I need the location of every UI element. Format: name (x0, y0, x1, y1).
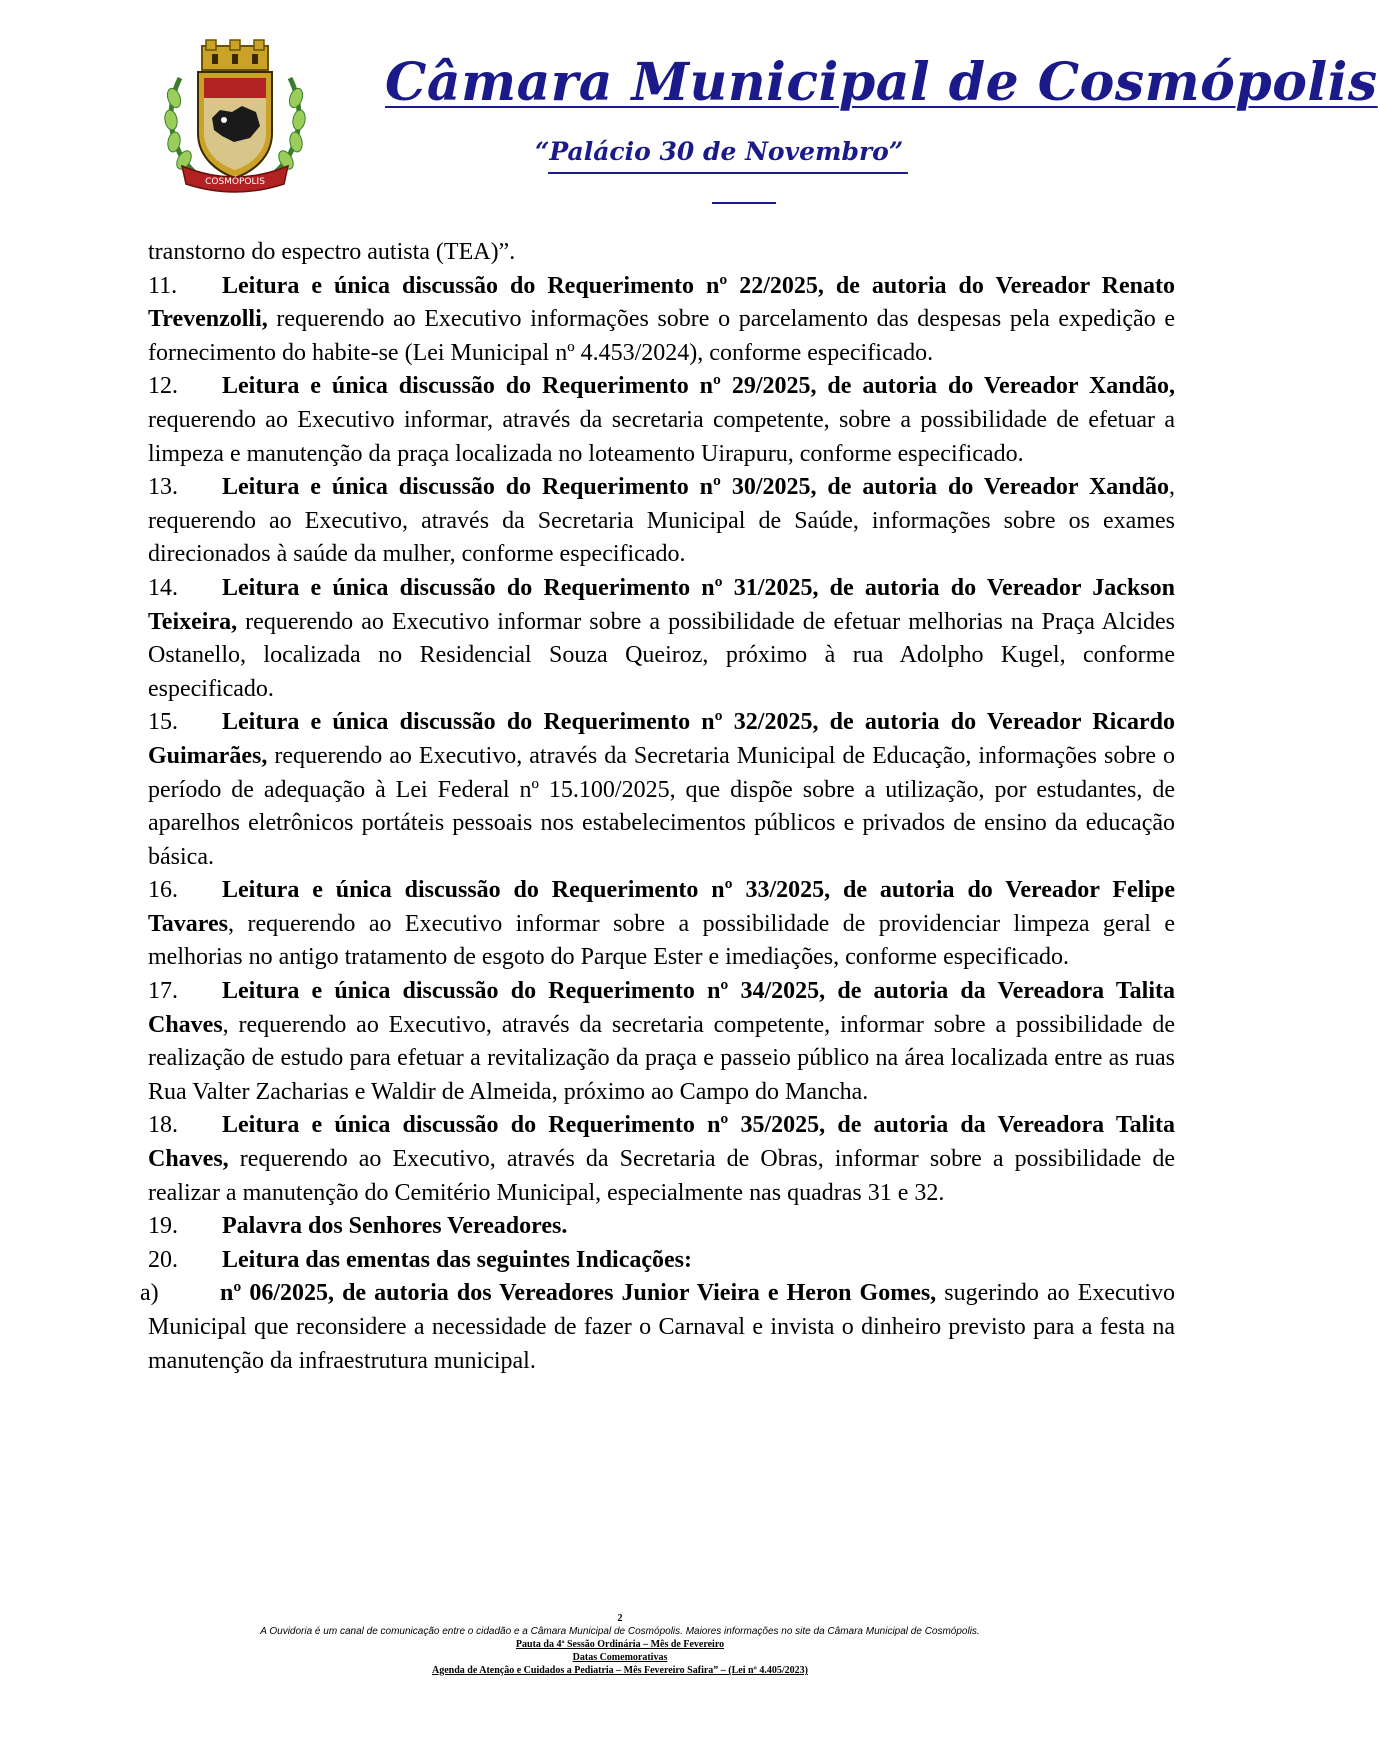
footer-dates-line: Datas Comemorativas (572, 1652, 668, 1663)
item-number: 20. (148, 1246, 178, 1273)
crest-ribbon-text: COSMÓPOLIS (205, 177, 265, 187)
item-text: requerendo ao Executivo, através da Secretaria Municipal de Educação, informações sobre o período de adequação à Lei Federal nº 15.100/2025, que dispõe sobre a utilização, por estudantes, de aparelhos eletrônicos portáteis pessoais nos estabelecimentos públicos e privados de ensino da educação básica. (148, 742, 1175, 870)
subtitle-underline (548, 172, 908, 174)
indication-item-a (140, 1277, 1176, 1378)
page-footer (0, 1612, 1240, 1677)
agenda-item-12 (148, 370, 1175, 471)
crest-emblem-icon (160, 38, 310, 198)
item-number: 15. (148, 709, 178, 736)
item-heading: Leitura e única discussão do Requerimento nº 32/2025, de autoria do Vereador Ricardo Guimarães, (148, 709, 1175, 769)
item-text: requerendo ao Executivo informar, através da secretaria competente, sobre a possibilidade de efetuar a limpeza e manutenção da praça localizada no loteamento Uirapuru, conforme especificado. (148, 406, 1175, 467)
agenda-item-15 (148, 706, 1175, 874)
item-number: 14. (148, 574, 178, 601)
agenda-item-17 (148, 975, 1175, 1109)
sub-item-heading: nº 06/2025, de autoria dos Vereadores Junior Vieira e Heron Gomes, (220, 1280, 937, 1307)
item-heading: Leitura e única discussão do Requerimento nº 29/2025, de autoria do Vereador Xandão, (222, 373, 1175, 400)
page-subtitle: “Palácio 30 de Novembro” (535, 137, 904, 166)
item-number: 17. (148, 978, 178, 1005)
item-number: 16. (148, 877, 178, 904)
sub-item-letter: a) (140, 1280, 159, 1307)
item-number: 19. (148, 1213, 178, 1240)
continuation-text: transtorno do espectro autista (TEA)”. (148, 239, 516, 265)
item-heading: Leitura e única discussão do Requerimento nº 22/2025, de autoria do Vereador Renato Trevenzolli, (148, 272, 1175, 333)
ouvidoria-note: A Ouvidoria é um canal de comunicação entre o cidadão e a Câmara Municipal de Cosmópolis. Maiores informações no site da Câmara Municipal de Cosmópolis. (260, 1626, 980, 1637)
footer-session-line: Pauta da 4ª Sessão Ordinária – Mês de Fevereiro (515, 1639, 725, 1650)
page-title: Câmara Municipal de Cosmópolis (385, 52, 1378, 113)
footer-agenda-line: Agenda de Atenção e Cuidados a Pediatria – Mês Fevereiro Safira” – (Lei nº 4.405/2023) (432, 1665, 808, 1676)
page-number: 2 (617, 1613, 623, 1624)
item-heading: Leitura e única discussão do Requerimento nº 31/2025, de autoria do Vereador Jackson Teixeira, (148, 574, 1175, 635)
sub-item-text: sugerindo ao Executivo Municipal que reconsidere a necessidade de fazer o Carnaval e invista o dinheiro previsto para a festa na manutenção da infraestrutura municipal. (148, 1280, 1176, 1374)
agenda-item-13 (148, 471, 1175, 572)
item-heading: Leitura e única discussão do Requerimento nº 33/2025, de autoria do Vereador Felipe Tavares (148, 877, 1175, 937)
agenda-item-14 (148, 572, 1175, 706)
item-number: 11. (148, 272, 178, 299)
subtitle-short-rule (712, 202, 776, 204)
item-heading: Palavra dos Senhores Vereadores. (222, 1213, 568, 1240)
item-text: , requerendo ao Executivo, através da Secretaria Municipal de Saúde, informações sobre os exames direcionados à saúde da mulher, conforme especificado. (148, 474, 1175, 568)
item-text: requerendo ao Executivo informar sobre a possibilidade de efetuar melhorias na Praça Alcides Ostanello, localizada no Residencial Souza Queiroz, próximo à rua Adolpho Kugel, conforme especificado. (148, 608, 1175, 702)
item-text: requerendo ao Executivo informações sobre o parcelamento das despesas pela expedição e fornecimento do habite-se (Lei Municipal nº 4.453/2024), conforme especificado. (148, 306, 1175, 366)
item-heading: Leitura e única discussão do Requerimento nº 35/2025, de autoria da Vereadora Talita Chaves, (148, 1112, 1175, 1173)
item-number: 13. (148, 474, 178, 501)
agenda-item-20 (148, 1244, 1175, 1278)
item-number: 12. (148, 373, 178, 400)
agenda-item-19 (148, 1210, 1175, 1244)
item-heading: Leitura e única discussão do Requerimento nº 30/2025, de autoria do Vereador Xandão (222, 474, 1169, 501)
document-body (140, 236, 1176, 1378)
item-number: 18. (148, 1112, 178, 1139)
item-text: , requerendo ao Executivo informar sobre a possibilidade de providenciar limpeza geral e melhorias no antigo tratamento de esgoto do Parque Ester e imediações, conforme especificado. (148, 910, 1175, 971)
item-heading: Leitura das ementas das seguintes Indicações: (222, 1246, 693, 1273)
municipal-crest (160, 38, 310, 198)
item-text: , requerendo ao Executivo, através da secretaria competente, informar sobre a possibilidade de realização de estudo para efetuar a revitalização da praça e passeio público na área localizada entre as ruas Rua Valter Zacharias e Waldir de Almeida, próximo ao Campo do Mancha. (148, 1011, 1175, 1105)
agenda-item-18 (148, 1109, 1175, 1210)
item-text: requerendo ao Executivo, através da Secretaria de Obras, informar sobre a possibilidade de realizar a manutenção do Cemitério Municipal, especialmente nas quadras 31 e 32. (148, 1146, 1175, 1206)
agenda-item-16 (148, 874, 1175, 975)
agenda-item-11 (148, 270, 1175, 371)
item-heading: Leitura e única discussão do Requerimento nº 34/2025, de autoria da Vereadora Talita Chaves (148, 978, 1175, 1038)
